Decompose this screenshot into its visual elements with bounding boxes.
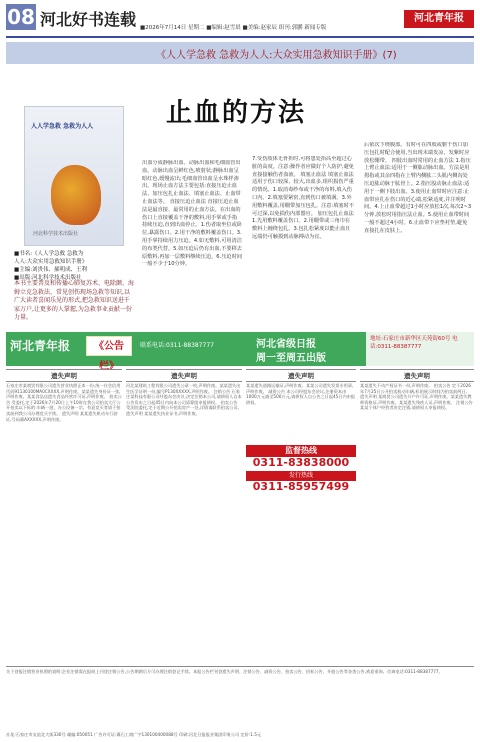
ad-column-heading: 遗失声明 [126, 369, 242, 382]
book-cover-image [24, 106, 124, 246]
issue-line: ■2026年7月14日 星期二 ■编辑:赵雪晨 ■美编:赵家辰 组刊:郭鹏 新闻专版 [140, 25, 327, 31]
ad-column-text: 某某遗失不动产权证书一份,声明作废。 拍卖公告 定于2026年7月25日公开拍卖机动车辆,标的展示时间为拍卖前两日。 遗失声明 某商贸公司遗失开户许可证,声明作废。某某遗失教师资格证,声明作废。某某遗失残疾人证,声明作废。 注销公告 某某个体户经营者决定注销,请债权人申报债权。 [360, 383, 473, 411]
ad-hotline: 联系电话:0311-88387777 [140, 342, 214, 349]
ad-column [6, 368, 122, 662]
book-cover-publisher: 河北科学技术出版社 [33, 231, 79, 237]
supervision-hotline-label: 监督热线 [246, 445, 356, 457]
distribution-hotline-label: 发行热线 [246, 471, 356, 481]
book-info-line: ■主编:刘贵伟、郝明成、王利 [14, 267, 88, 273]
masthead [0, 0, 480, 40]
bottom-ad-strip [6, 666, 474, 718]
page-footer: 社址:石家庄市友谊北大街330号 邮编:050051 广告许可证:冀石工商广字130100400088号 印刷:河北日报报业集团印务公司 定价:1.5元 [6, 732, 262, 737]
ad-column-text: 某某遗失道路运输证,声明作废。某某公司遗失发票专用章,声明作废。 减资公告 本公司经股东会决议,注册资本由1000万元减至500万元,请债权人自公告之日起45日内申报债权。 [246, 383, 356, 405]
ad-logo: 河北青年报 [10, 339, 71, 353]
series-title: 《人人学急救 急救为人人:大众实用急救知识手册》(7) [156, 50, 397, 61]
brand-logo: 河北青年报 [404, 10, 474, 28]
ad-banner [6, 332, 474, 372]
hotline-box [246, 442, 356, 528]
page-number: 08 [7, 5, 35, 29]
distribution-hotline-number: 0311-85957499 [252, 480, 350, 493]
article-column-1: 出血分成静脉出血、动脉出血和毛细血管出血。动脉出血呈鲜红色,喷射状;静脉出血呈暗红色,缓慢流出;毛细血管出血呈水珠样渗出。现场止血方法主要包括:直接压迫止血法、加压包扎止血法、填塞止血法、止血带止血法等。 直接压迫止血法 直接压迫止血法是最直接、最常用的止血方法。在出血的伤口上直接覆盖干净的敷料,用手掌或手指持续压迫,直到出血停止。1.伤者取坐位或卧位,暴露伤口。2.用干净的敷料覆盖伤口。3.用手掌持续用力压迫。4.如无敷料,可用清洁的布类代替。5.如压迫后仍有出血,不要移去原敷料,再加一层敷料继续压迫。6.压迫时间一般不少于10分钟。 [142, 160, 242, 268]
feature-article [6, 42, 474, 332]
article-column-3: 后依次下绕腹部。有时可在四肢或躯干伤口加压包扎时配合使用,当出现末端发凉、发紫时应放松绷带。 四肢出血时常用的止血方法 1.指压上臂止血法:适用于一侧肱动脉出血。方法是用拇指或其余四指在上臂内侧肱二头肌内侧沟处压迫肱动脉于肱骨上。2.指压股动脉止血法:适用于一侧下肢出血。3.使用止血带时应注意:止血带应扎在伤口的近心端,松紧适度,并注明时间。4.上止血带超过1小时应放松1次,每次2~3分钟,放松时用指压法止血。5.使用止血带时间一般不超过4小时。6.止血带下应垫衬垫,避免直接扎在皮肤上。 [364, 142, 472, 234]
book-intro: 本书主要普及和传播心肺复苏术、电除颤、海姆立克急救法、常见创伤现场急救等知识,以广大读者喜闻乐见的形式,把急救知识送进千家万户,让更多的人掌握,为急救事业贡献一份力量。 [14, 280, 135, 322]
ad-column-text: 石家庄市某商贸有限公司遗失营业执照正本一份,统一社会信用代码91130100MA0CXXXX,声明作废。某某遗失身份证一张,声明作废。某某食品店遗失食品经营许可证,声明作废。 拍卖公告 受委托,定于2026年7月20日上午10时在我公司拍卖大厅公开拍卖以下标的:车辆一批、办公设备一宗。有意竞买者请于拍卖前到我公司办理竞买手续。 遗失声明 某某遗失机动车行驶证,号码冀AXXXXX,声明作废。 [6, 383, 122, 422]
ad-column [360, 368, 474, 662]
supervision-hotline-number: 0311-83838000 [252, 456, 350, 469]
ad-column-heading: 遗失声明 [360, 369, 474, 382]
ad-title-secondary: 周一至周五出版 [256, 353, 326, 364]
book-cover-illustration [51, 165, 101, 225]
ad-column-heading: 遗失声明 [246, 369, 356, 382]
ad-column-text: 河北某建筑工程有限公司遗失公章一枚,声明作废。某某遗失出生医学证明一份,编号P130XXXXX,声明作废。 注销公告 石家庄某科技有限公司经股东会决议,决定注销本公司,请债权人自本公告发布之日起45日内向本公司清算组申报债权。 拍卖公告 受法院委托,定于近期公开拍卖房产一处,详情请联系拍卖公司。 遗失声明 某某遗失执业证书,声明作废。 [126, 383, 242, 416]
book-info [14, 250, 134, 282]
book-info-line: 人人:大众实用急救知识手册》 [14, 259, 88, 265]
headline: 止血的方法 [166, 98, 307, 128]
notice-badge: 《公告栏》 [86, 336, 132, 356]
ad-column [126, 368, 242, 662]
classified-ads [6, 332, 474, 732]
article-column-2: 7.受伤肢体无骨折时,可将患处抬高至超过心脏的高度。注意:操作者应做好个人防护,避免直接接触伤者血液。 填塞止血法 填塞止血法适用于伤口较深、较大,出血多,组织损伤严重的情况。1.取消毒纱布或干净的布料,填入伤口内。2.填塞要紧密,直到伤口被填满。3.外用敷料覆盖,用绷带加压包扎。注意:填塞时不可过深,以免损伤内部器官。 加压包扎止血法 1.先用敷料覆盖伤口。2.用绷带或三角巾在敷料上缠绕包扎。3.包扎松紧度以能止血且远端仍可触摸到动脉搏动为宜。 [252, 156, 354, 240]
book-cover-title: 人人学急救 急救为人人 [31, 123, 94, 130]
book-info-line: ■出版:河北科学技术出版社 [14, 275, 82, 281]
column-title: 河北好书连载 [40, 10, 137, 29]
book-info-line: ■书名:《人人学急救 急救为 [14, 251, 84, 257]
series-bar [6, 42, 474, 64]
ad-column-heading: 遗失声明 [6, 369, 122, 382]
ad-grid [6, 368, 474, 662]
ad-contact: 地址:石家庄市新华区天苑街60号 电话:0311-88387777 [366, 332, 474, 366]
ad-title-primary: 河北省级日报 [256, 339, 316, 350]
masthead-rule [6, 36, 474, 38]
bottom-ad-text: 关于登报注销营业执照的说明:企业注销需在报纸上刊登注销公告,公告期满后方可办理注销登记手续。本报公告栏刊登遗失声明、注销公告、减资公告、拍卖公告、招标公告、开庭公告等各类公告,欢迎垂询。咨询电话:0311-88387777。 [6, 669, 443, 674]
